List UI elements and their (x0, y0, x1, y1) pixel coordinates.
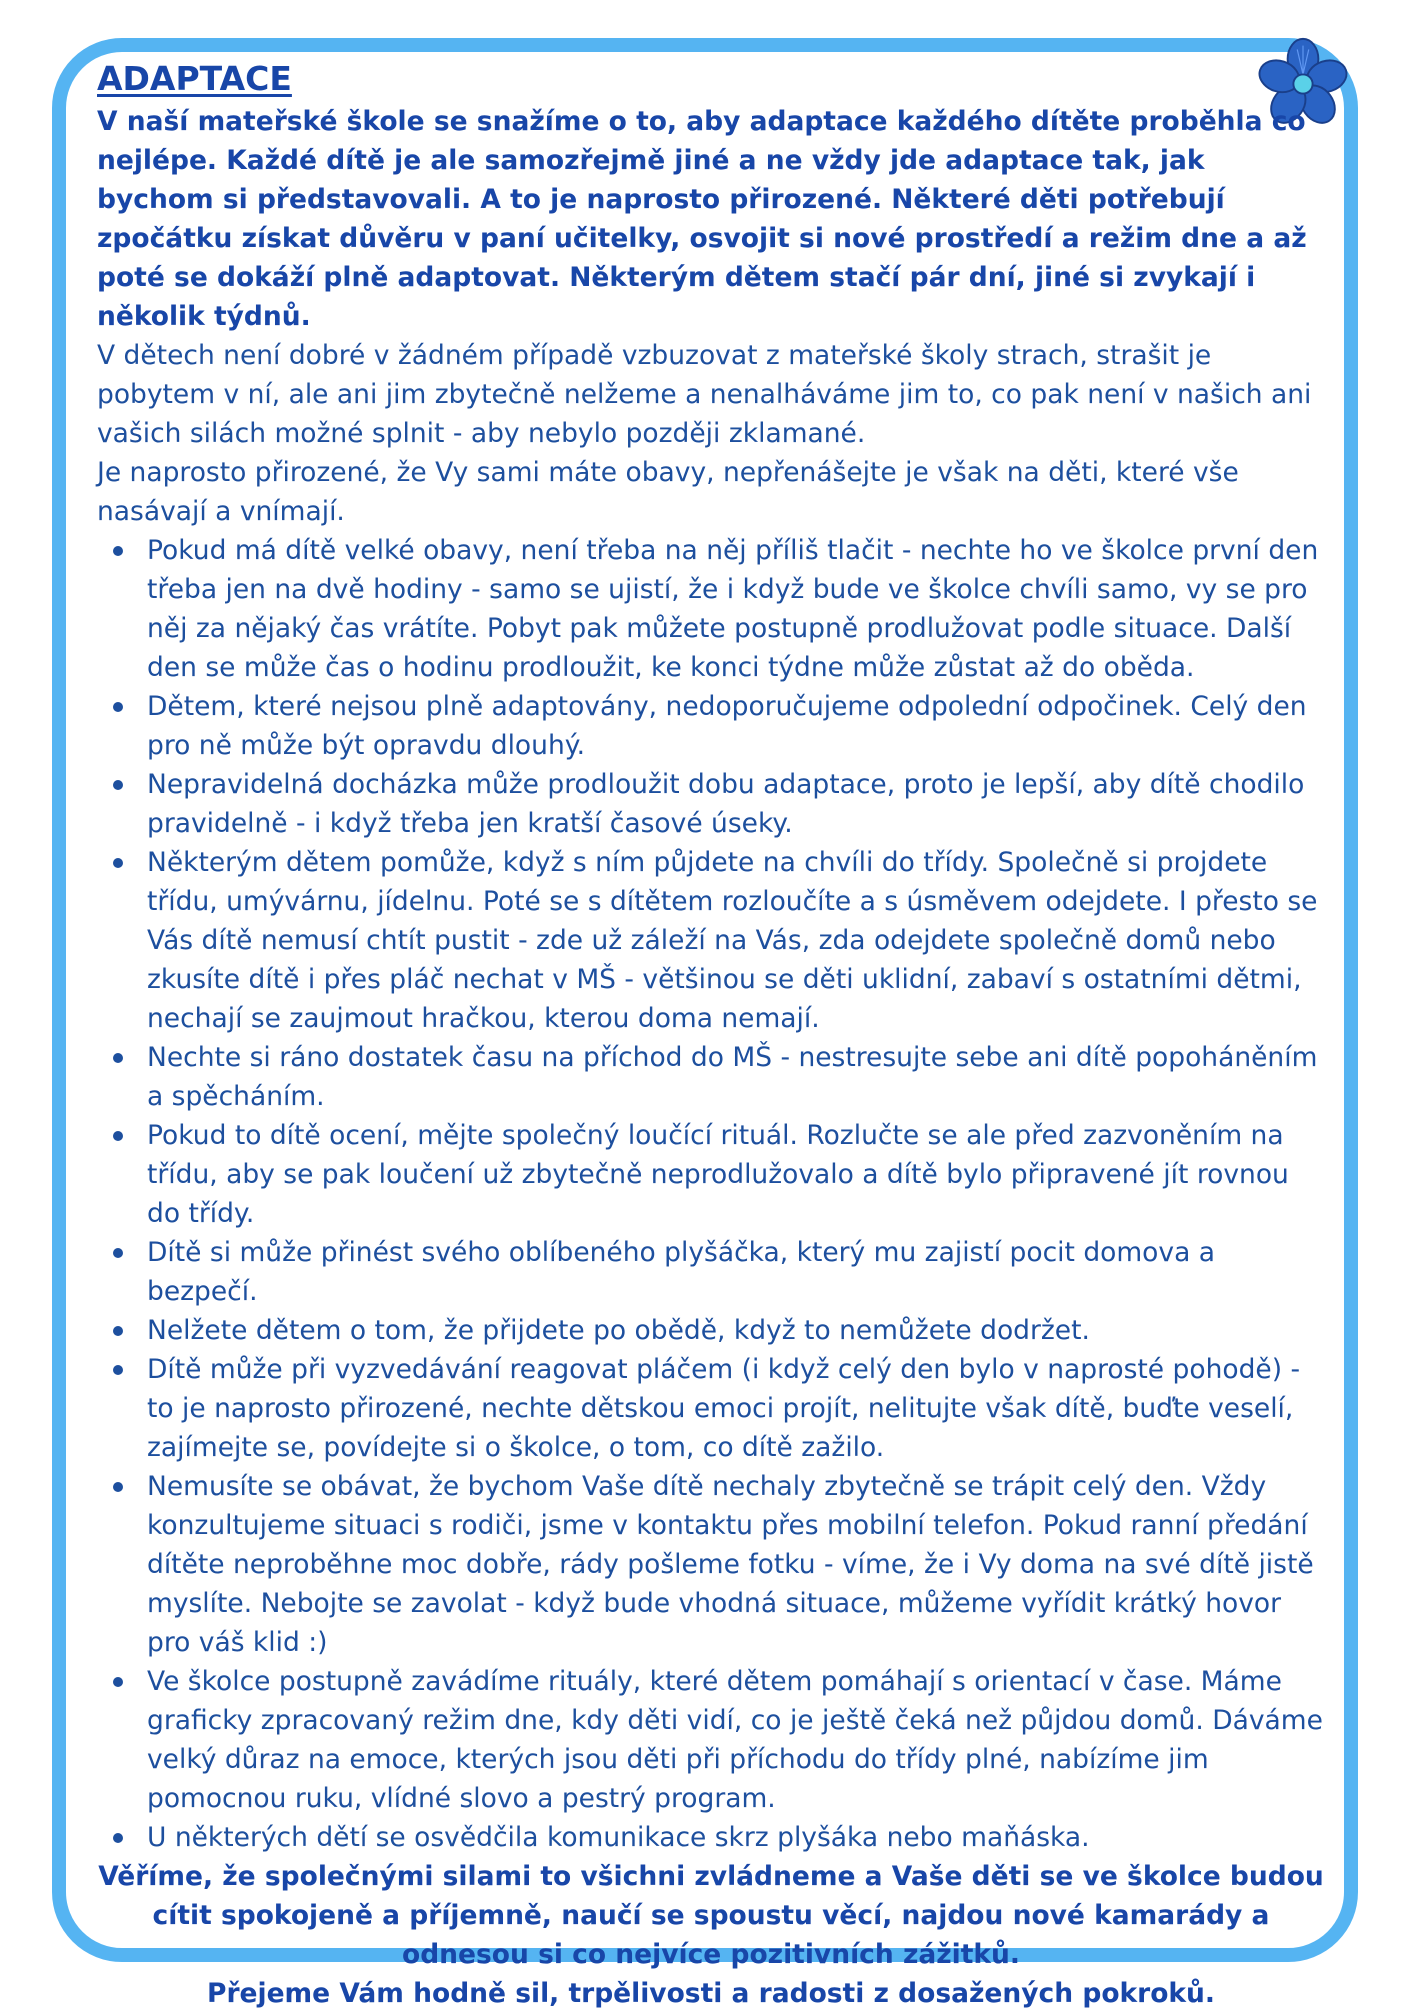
list-item-text: Dítě může při vyzvedávání reagovat pláčem (i když celý den bylo v naprosté pohodě) - to je naprosto přirozené, nechte dětskou emoci projít, nelitujte však dítě, buďte veselí, zajímejte se, povídejte si o školce, o tom, co dítě zažilo. (147, 1354, 1301, 1463)
closing-paragraph: Věříme, že společnými silami to všichni zvládneme a Vaše děti se ve školce budou cítit spokojeně a příjemně, naučí se spoustu věcí, najdou nové kamarády a odnesou si co nejvíce pozitivních zážitků. (98, 1861, 1324, 1970)
document-body (97, 56, 1325, 2013)
bullet-icon (113, 1482, 123, 1492)
bullet-icon (113, 1248, 123, 1258)
bullet-icon (113, 780, 123, 790)
page-title: ADAPTACE (97, 59, 292, 98)
list-item-text: U některých dětí se osvědčila komunikace skrz plyšáka nebo maňáska. (147, 1822, 1090, 1853)
tips-list (97, 531, 1325, 1857)
list-item-text: Dítě si může přinést svého oblíbeného plyšáčka, který mu zajistí pocit domova a bezpečí. (147, 1237, 1215, 1307)
list-item (147, 843, 1325, 1038)
bullet-icon (113, 702, 123, 712)
list-item (147, 1233, 1325, 1311)
bullet-icon (113, 546, 123, 556)
list-item-text: Nechte si ráno dostatek času na příchod do MŠ - nestresujte sebe ani dítě popoháněním a spěcháním. (147, 1042, 1318, 1112)
bullet-icon (113, 1326, 123, 1336)
list-item (147, 1818, 1325, 1857)
list-item-text: Pokud má dítě velké obavy, není třeba na něj příliš tlačit - nechte ho ve školce první den třeba jen na dvě hodiny - samo se ujistí, že i když bude ve školce chvíli samo, vy se pro něj za nějaký čas vrátíte. Pobyt pak můžete postupně prodlužovat podle situace. Další den se může čas o hodinu prodloužit, ke konci týdne může zůstat až do oběda. (147, 535, 1319, 683)
list-item (147, 1467, 1325, 1662)
list-item-text: Nepravidelná docházka může prodloužit dobu adaptace, proto je lepší, aby dítě chodilo pravidelně - i když třeba jen kratší časové úseky. (147, 769, 1305, 839)
list-item (147, 1116, 1325, 1233)
list-item (147, 531, 1325, 687)
list-item (147, 1662, 1325, 1818)
list-item-text: Dětem, které nejsou plně adaptovány, nedoporučujeme odpolední odpočinek. Celý den pro ně může být opravdu dlouhý. (147, 691, 1307, 761)
list-item (147, 1311, 1325, 1350)
bullet-icon (113, 1677, 123, 1687)
list-item-text: Nelžete dětem o tom, že přijdete po obědě, když to nemůžete dodržet. (147, 1315, 1090, 1346)
bullet-icon (113, 1131, 123, 1141)
list-item (147, 765, 1325, 843)
list-item (147, 1350, 1325, 1467)
list-item-text: Nemusíte se obávat, že bychom Vaše dítě nechaly zbytečně se trápit celý den. Vždy konzultujeme situaci s rodiči, jsme v kontaktu přes mobilní telefon. Pokud ranní předání dítěte neproběhne moc dobře, rády pošleme fotku - víme, že i Vy doma na své dítě jistě myslíte. Nebojte se zavolat - když bude vhodná situace, můžeme vyřídit krátký hovor pro váš klid :) (147, 1471, 1314, 1658)
list-item (147, 687, 1325, 765)
bullet-icon (113, 1053, 123, 1063)
bullet-icon (113, 858, 123, 868)
closing-wishes: Přejeme Vám hodně sil, trpělivosti a radosti z dosažených pokroků. (207, 1978, 1215, 2009)
bullet-icon (113, 1833, 123, 1843)
intro-paragraph: V naší mateřské škole se snažíme o to, aby adaptace každého dítěte proběhla co nejlépe. Každé dítě je ale samozřejmě jiné a ne vždy jde adaptace tak, jak bychom si představovali. A to je naprosto přirozené. Některé děti potřebují zpočátku získat důvěru v paní učitelky, osvojit si nové prostředí a režim dne a až poté se dokáží plně adaptovat. Některým dětem stačí pár dní, jiné si zvykají i několik týdnů. (97, 106, 1307, 332)
bullet-icon (113, 1365, 123, 1375)
list-item-text: Ve školce postupně zavádíme rituály, které dětem pomáhají s orientací v čase. Máme graficky zpracovaný režim dne, kdy děti vidí, co je ještě čeká než půjdou domů. Dáváme velký důraz na emoce, kterých jsou děti při příchodu do třídy plné, nabízíme jim pomocnou ruku, vlídné slovo a pestrý program. (147, 1666, 1323, 1814)
paragraph-parents: Je naprosto přirozené, že Vy sami máte obavy, nepřenášejte je však na děti, které vše nasávají a vnímají. (97, 457, 1239, 527)
list-item-text: Pokud to dítě ocení, mějte společný loučící rituál. Rozlučte se ale před zazvoněním na třídu, aby se pak loučení už zbytečně neprodlužovalo a dítě bylo připravené jít rovnou do třídy. (147, 1120, 1289, 1229)
list-item (147, 1038, 1325, 1116)
list-item-text: Některým dětem pomůže, když s ním půjdete na chvíli do třídy. Společně si projdete třídu, umývárnu, jídelnu. Poté se s dítětem rozloučíte a s úsměvem odejdete. I přesto se Vás dítě nemusí chtít pustit - zde už záleží na Vás, zda odejdete společně domů nebo zkusíte dítě i přes pláč nechat v MŠ - většinou se děti uklidní, zabaví s ostatními dětmi, nechají se zaujmout hračkou, kterou doma nemají. (147, 847, 1318, 1034)
paragraph-fears: V dětech není dobré v žádném případě vzbuzovat z mateřské školy strach, strašit je pobytem v ní, ale ani jim zbytečně nelžeme a nenalháváme jim to, co pak není v našich ani vašich silách možné splnit - aby nebylo později zklamané. (97, 340, 1312, 449)
